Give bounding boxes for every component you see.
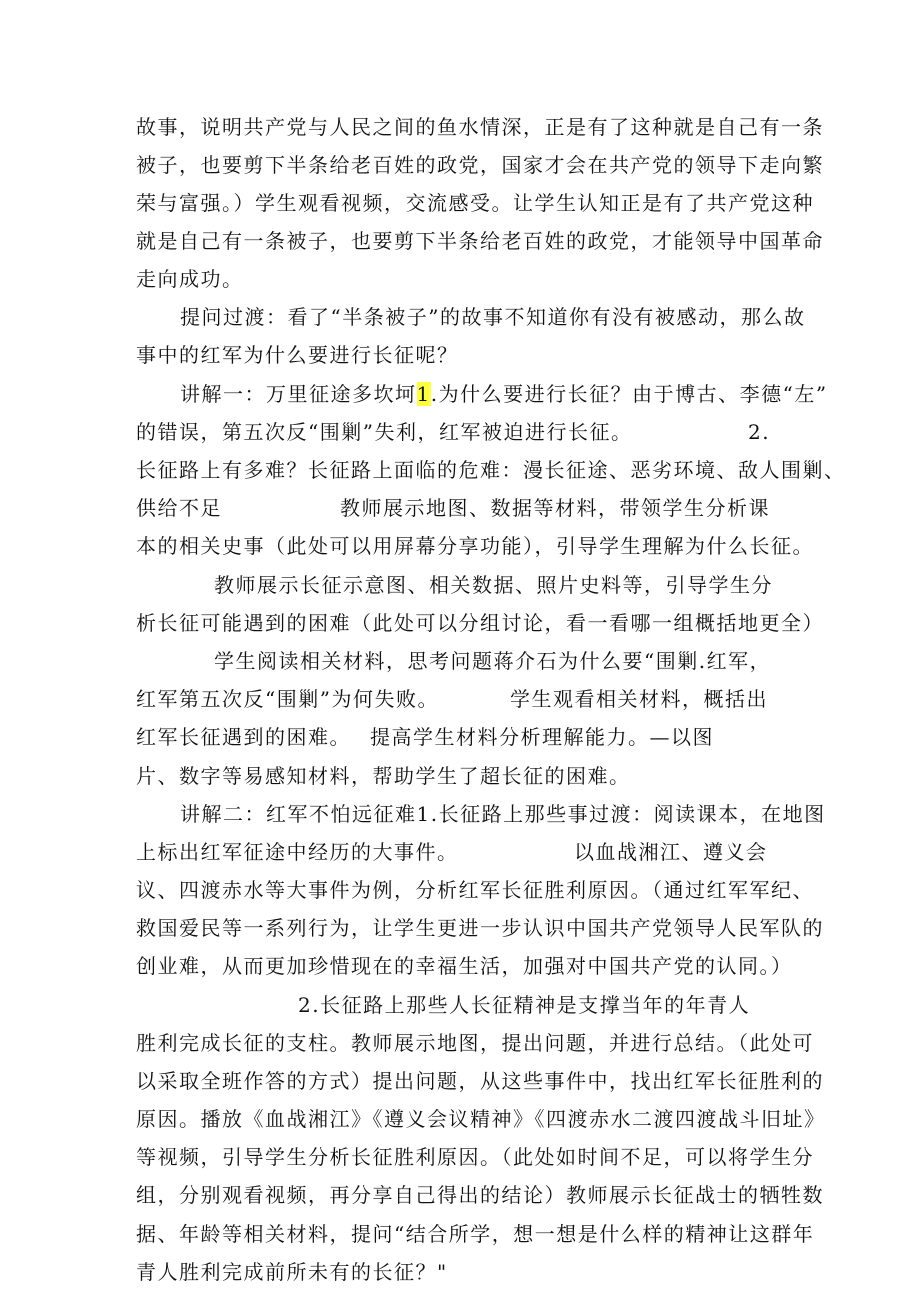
paragraph-5-line-4: 片、数字等易感知材料，帮助学生了超长征的困难。 <box>136 764 631 788</box>
paragraph-5-line-1: 学生阅读相关材料，思考问题蒋介石为什么要“围剿.红军， <box>214 649 772 673</box>
paragraph-3-line-2-marker: 2. <box>748 420 771 444</box>
paragraph-7-line-3: 以采取全班作答的方式）提出问题，从这些事件中，找出红军长征胜利的 <box>136 1069 824 1093</box>
paragraph-1-line-4: 就是自己有一条被子，也要剪下半条给老百姓的政党，才能领导中国革命 <box>136 229 824 253</box>
paragraph-5-line-3-right: 提高学生材料分析理解能力。—以图 <box>370 725 714 749</box>
paragraph-5-line-3: 红军长征遇到的困难。 <box>136 725 351 749</box>
paragraph-3-line-1-end: .为什么要进行长征？由于博古、李德“左” <box>430 382 828 406</box>
paragraph-6-line-4: 救国爱民等一系列行为，让学生更进一步认识中国共产党领导人民军队的 <box>136 916 824 940</box>
paragraph-3-line-4-right: 教师展示地图、数据等材料，带领学生分析课 <box>340 496 770 520</box>
paragraph-1-line-2: 被子，也要剪下半条给老百姓的政党，国家才会在共产党的领导下走向繁 <box>136 153 824 177</box>
paragraph-4-line-1: 教师展示长征示意图、相关数据、照片史料等，引导学生分 <box>214 573 773 597</box>
paragraph-7-line-2: 胜利完成长征的支柱。教师展示地图，提出问题，并进行总结。（此处可 <box>136 1031 814 1055</box>
paragraph-5-line-2: 红军第五次反“围剿”为何失败。 <box>136 687 439 711</box>
paragraph-7-line-1: 2.长征路上那些人长征精神是支撑当年的年青人 <box>298 993 751 1017</box>
paragraph-7-line-6: 组，分别观看视频，再分享自己得出的结论）教师展示长征战士的牺牲数 <box>136 1183 824 1207</box>
paragraph-3-line-1-start: 讲解一：万里征途多坎坷 <box>180 382 417 406</box>
paragraph-7-line-5: 等视频，引导学生分析长征胜利原因。（此处如时间不足，可以将学生分 <box>136 1145 814 1169</box>
paragraph-6-line-2-right: 以血战湘江、遵义会 <box>574 840 768 864</box>
paragraph-4-line-2: 析长征可能遇到的困难（此处可以分组讨论，看一看哪一组概括地更全） <box>136 611 824 635</box>
paragraph-2-line-2: 事中的红军为什么要进行长征呢？ <box>136 343 459 367</box>
paragraph-1-line-3: 荣与富强。）学生观看视频，交流感受。让学生认知正是有了共产党这种 <box>136 191 814 215</box>
paragraph-6-line-5: 创业难，从而更加珍惜现在的幸福生活，加强对中国共产党的认同。） <box>136 954 793 978</box>
paragraph-6-line-3: 议、四渡赤水等大事件为例，分析红军长征胜利原因。（通过红军军纪、 <box>136 878 814 902</box>
paragraph-7-line-8: 青人胜利完成前所未有的长征？" <box>136 1260 448 1284</box>
paragraph-1-line-1: 故事，说明共产党与人民之间的鱼水情深，正是有了这种就是自己有一条 <box>136 115 824 139</box>
paragraph-3-line-1 <box>180 381 828 407</box>
paragraph-3-line-4: 供给不足 <box>136 496 222 520</box>
paragraph-3-line-5: 本的相关史事（此处可以用屏幕分享功能），引导学生理解为什么长征。 <box>136 534 814 558</box>
paragraph-7-line-7: 据、年龄等相关材料，提问“结合所学，想一想是什么样的精神让这群年 <box>136 1222 815 1246</box>
paragraph-5-line-2-right: 学生观看相关材料，概括出 <box>510 687 768 711</box>
paragraph-6-line-1: 讲解二：红军不怕远征难1.长征路上那些事过渡：阅读课本，在地图 <box>180 802 826 826</box>
highlighted-number: 1 <box>416 382 431 406</box>
paragraph-2-line-1: 提问过渡：看了“半条被子”的故事不知道你有没有被感动，那么故 <box>180 305 806 329</box>
paragraph-3-line-3: 长征路上有多难？长征路上面临的危难：漫长征途、恶劣环境、敌人围剿、 <box>136 458 846 482</box>
paragraph-3-line-2: 的错误，第五次反“围剿”失利，红军被迫进行长征。 <box>136 420 633 444</box>
paragraph-6-line-2: 上标出红军征途中经历的大事件。 <box>136 840 459 864</box>
paragraph-7-line-4: 原因。播放《血战湘江》《遵义会议精神》《四渡赤水二渡四渡战斗旧址》 <box>136 1107 826 1131</box>
paragraph-1-line-5: 走向成功。 <box>136 267 244 291</box>
